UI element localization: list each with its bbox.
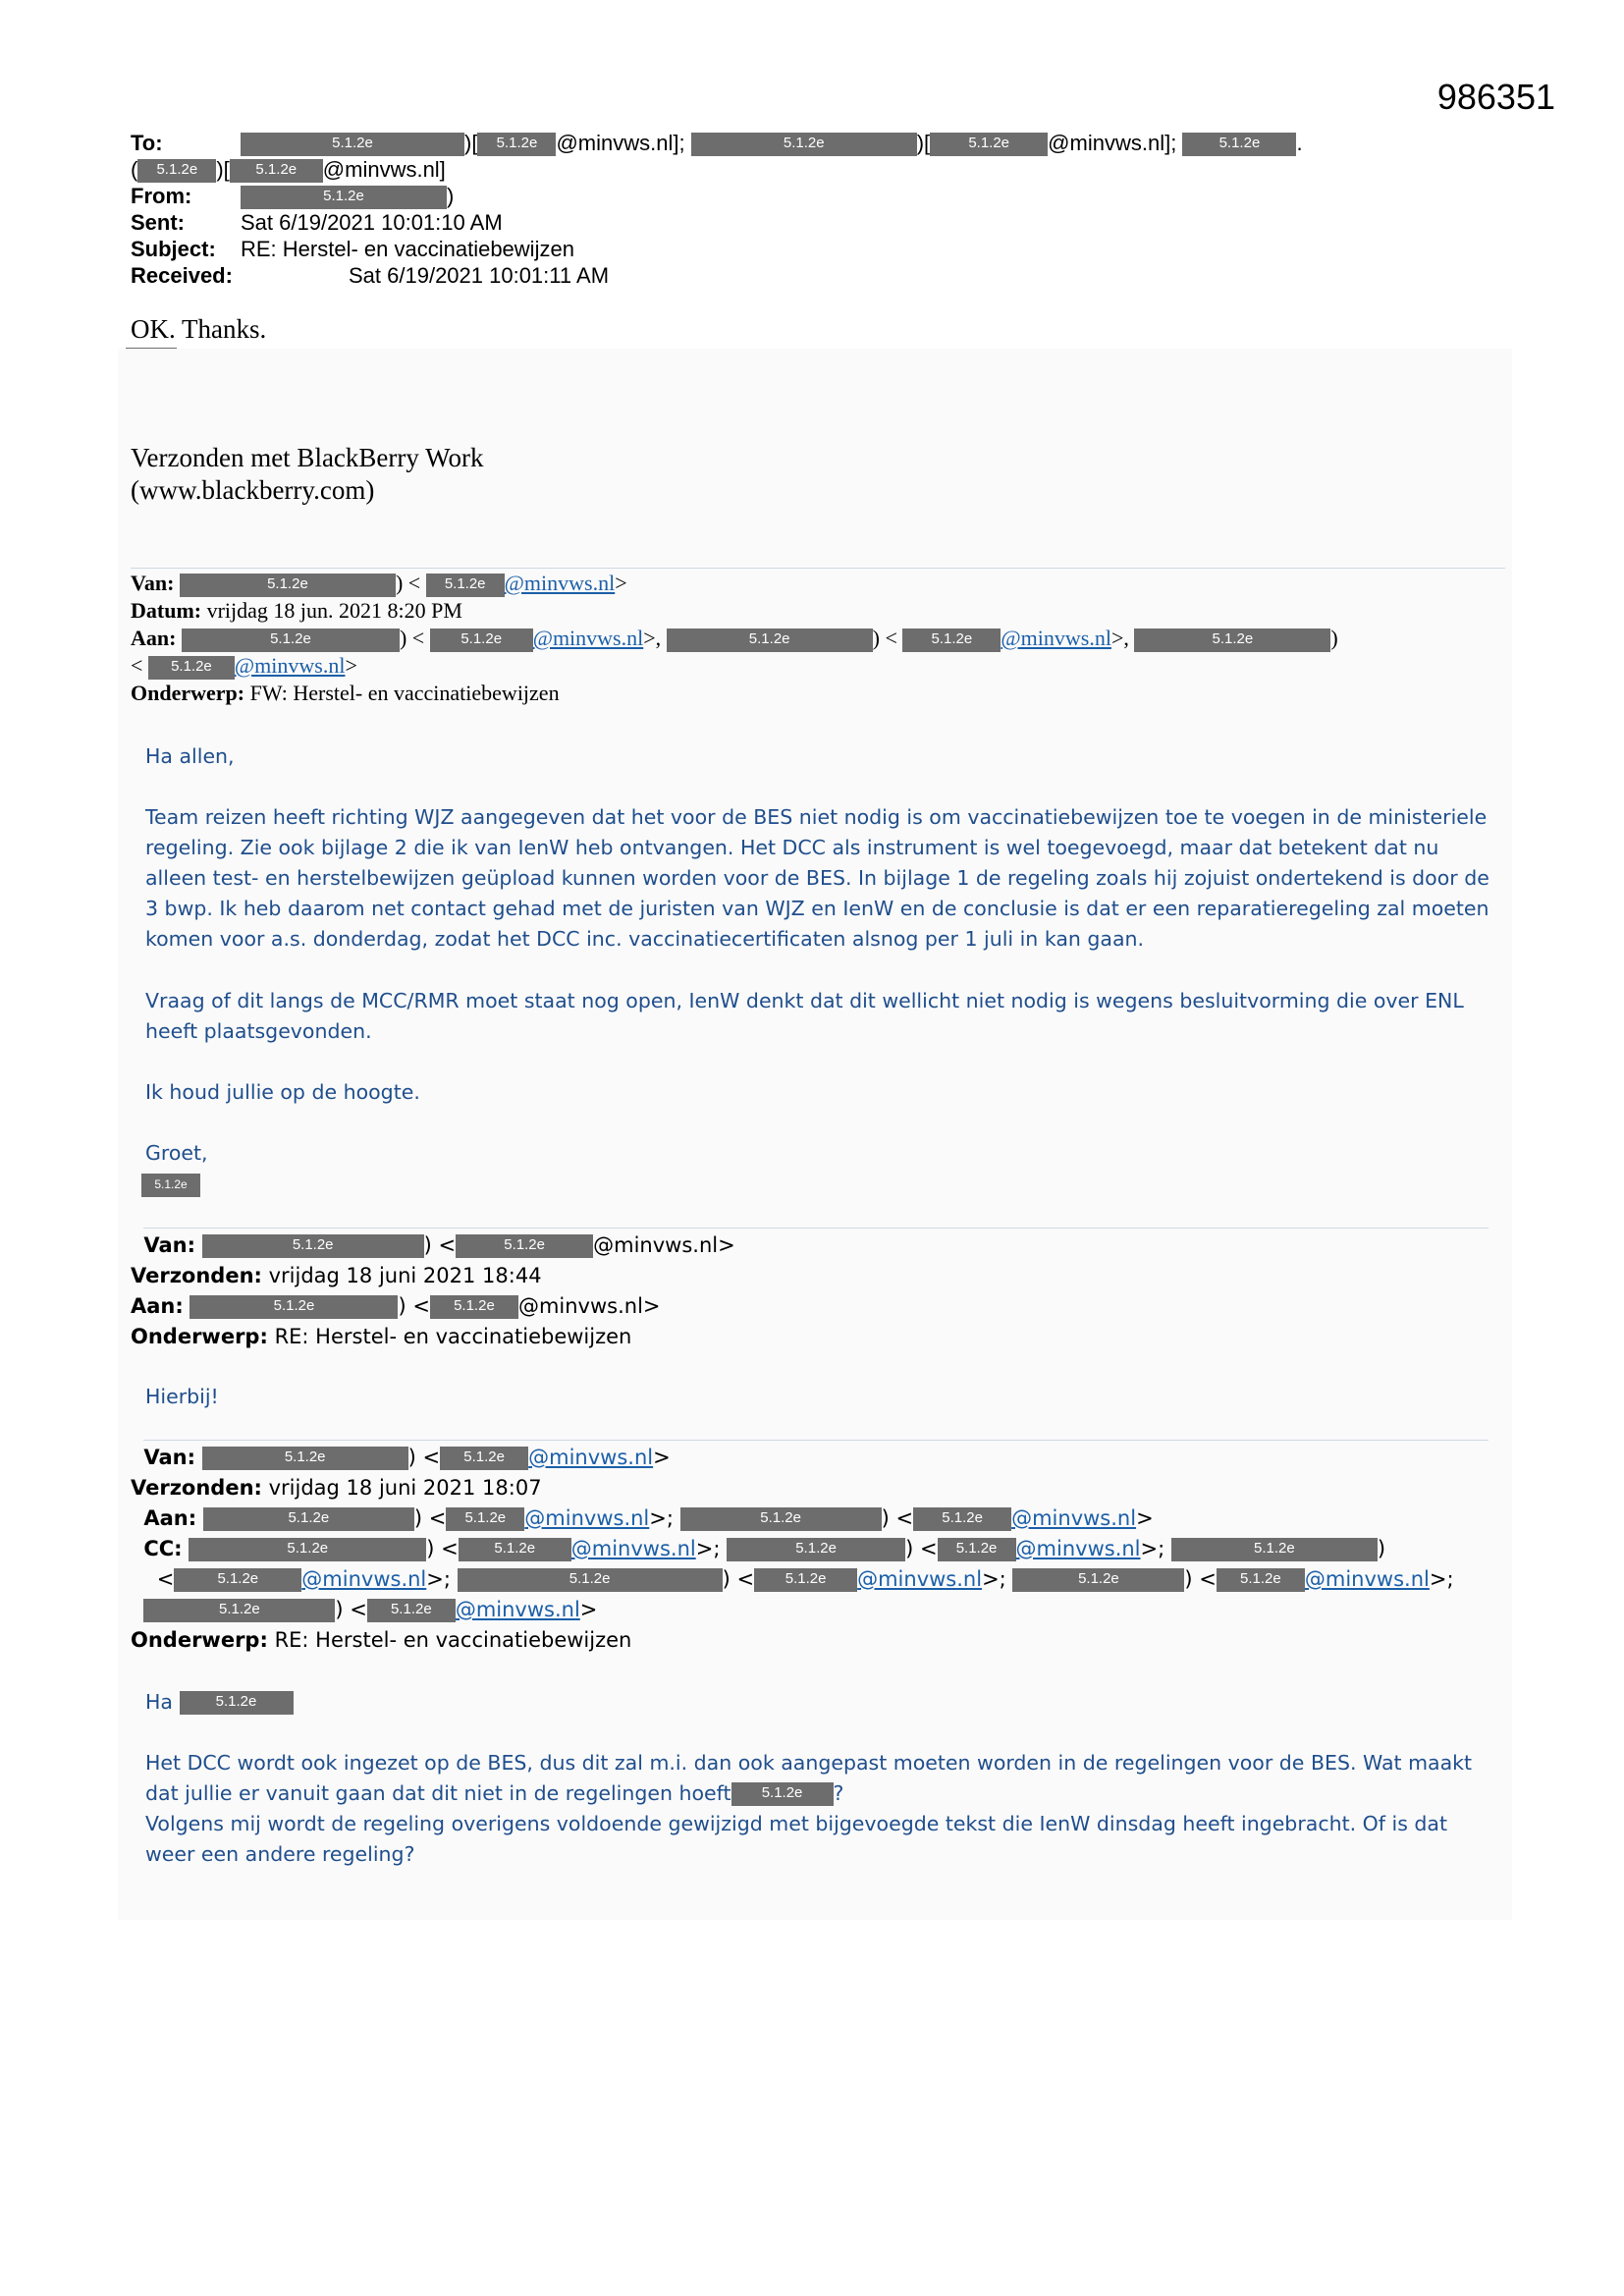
email-link[interactable]: @minvws.nl (1001, 626, 1111, 650)
msg3-verzonden: Verzonden: vrijdag 18 juni 2021 18:07 (131, 1476, 542, 1500)
msg1-header (131, 570, 1338, 707)
redaction: 5.1.2e (430, 629, 533, 652)
received-value: Sat 6/19/2021 10:01:11 AM (349, 263, 610, 288)
msg2-verzonden: Verzonden: vrijdag 18 juni 2021 18:44 (131, 1264, 542, 1287)
redaction: 5.1.2e (930, 133, 1048, 156)
redaction: 5.1.2e (456, 1234, 593, 1258)
msg1-greeting: Ha allen, (145, 744, 235, 768)
email-link[interactable]: @minvws.nl (532, 626, 644, 650)
received-label: Received: (131, 263, 233, 288)
msg2-header (131, 1230, 735, 1352)
separator (143, 1228, 1489, 1229)
to-row: To: 5.1.2e )[ 5.1.2e @minvws.nl]; 5.1.2e )[ 5.1.2e @minvws.nl]; 5.1.2e . (131, 131, 1303, 155)
redaction: 5.1.2e (446, 1507, 524, 1531)
redaction: 5.1.2e (189, 1295, 398, 1319)
to-row-2: ( 5.1.2e )[ 5.1.2e @minvws.nl] (131, 157, 446, 182)
redaction: 5.1.2e (137, 159, 216, 183)
msg1-paragraph-2: Vraag of dit langs de MCC/RMR moet staat nog open, IenW denkt dat dit wellicht niet nodig is wegens besluitvorming die over ENL heeft plaatsgevonden. (145, 989, 1464, 1043)
email-link[interactable]: @minvws.nl (301, 1567, 427, 1591)
redaction: 5.1.2e (426, 574, 505, 597)
msg3-header (131, 1443, 1454, 1656)
msg3-aan: Aan: 5.1.2e ) < 5.1.2e @minvws.nl>; 5.1.2e ) < 5.1.2e @minvws.nl> (143, 1506, 1154, 1530)
redaction: 5.1.2e (180, 1691, 294, 1715)
separator (131, 568, 1505, 569)
redaction: 5.1.2e (680, 1507, 882, 1531)
email-link[interactable]: @minvws.nl (528, 1446, 654, 1469)
msg2-body: Hierbij! (145, 1385, 219, 1408)
redaction: 5.1.2e (189, 1538, 426, 1561)
redaction: 5.1.2e (902, 629, 1001, 652)
subject-row (131, 236, 1303, 262)
redaction: 5.1.2e (938, 1538, 1016, 1561)
redaction: 5.1.2e (754, 1568, 857, 1592)
redaction: 5.1.2e (458, 1568, 723, 1592)
sent-row (131, 209, 1303, 236)
email-header (131, 130, 1303, 289)
redaction: 5.1.2e (141, 1174, 200, 1197)
from-row: From: 5.1.2e ) (131, 184, 455, 208)
redaction: 5.1.2e (148, 656, 235, 680)
redaction: 5.1.2e (143, 1599, 335, 1622)
msg1-datum: Datum: vrijdag 18 jun. 2021 8:20 PM (131, 598, 462, 623)
signature-line-2: (www.blackberry.com) (131, 475, 375, 505)
redaction: 5.1.2e (1182, 133, 1296, 156)
redaction: 5.1.2e (180, 574, 396, 597)
redaction: 5.1.2e (174, 1568, 301, 1592)
redaction: 5.1.2e (367, 1599, 456, 1622)
signature (131, 442, 483, 507)
to-domain: @minvws.nl] (322, 157, 446, 182)
msg2-van: Van: 5.1.2e ) < 5.1.2e @minvws.nl> (143, 1233, 735, 1257)
sent-value: Sat 6/19/2021 10:01:10 AM (241, 210, 503, 235)
msg1-paragraph-1: Team reizen heeft richting WJZ aangegeven dat het voor de BES niet nodig is om vaccinatiebewijzen toe te voegen in de ministeriele regeling. Zie ook bijlage 2 die ik van IenW heb ontvangen. Het DCC als instrument is wel toegevoegd, maar dat betekent dat nu alleen test- en herstelbewijzen geüpload kunnen worden voor de BES. In bijlage 1 de regeling zoals hij zojuist ondertekend is door de 3 bwp. Ik heb daarom net contact gehad met de juristen van WJZ en IenW en de conclusie is dat er een reparatieregeling zal moeten komen voor a.s. donderdag, zodat het DCC inc. vaccinatiecertificaten alsnog per 1 juli in kan gaan. (145, 805, 1489, 951)
redaction: 5.1.2e (202, 1447, 408, 1470)
redaction: 5.1.2e (202, 1234, 424, 1258)
email-link[interactable]: @minvws.nl (524, 1506, 650, 1530)
redaction: 5.1.2e (430, 1295, 518, 1319)
to-domain: @minvws.nl]; (1048, 131, 1177, 155)
redaction: 5.1.2e (1134, 629, 1330, 652)
msg1-closing: Groet, (145, 1141, 208, 1165)
email-link[interactable]: @minvws.nl (857, 1567, 983, 1591)
redaction: 5.1.2e (1171, 1538, 1378, 1561)
redaction: 5.1.2e (731, 1782, 834, 1806)
email-link[interactable]: @minvws.nl (570, 1537, 696, 1560)
redaction: 5.1.2e (691, 133, 917, 156)
msg1-paragraph-3: Ik houd jullie op de hoogte. (145, 1080, 420, 1104)
redaction: 5.1.2e (182, 629, 400, 652)
msg3-cc-cont-1: < 5.1.2e @minvws.nl>; 5.1.2e ) < 5.1.2e @minvws.nl>; 5.1.2e ) < 5.1.2e @minvws.nl>; (131, 1567, 1454, 1591)
msg3-van: Van: 5.1.2e ) < 5.1.2e @minvws.nl> (143, 1446, 671, 1469)
redaction: 5.1.2e (1012, 1568, 1184, 1592)
to-domain: @minvws.nl]; (556, 131, 685, 155)
redaction: 5.1.2e (203, 1507, 414, 1531)
reply-text: OK. Thanks. (131, 314, 267, 344)
msg1-aan-cont: < 5.1.2e @minvws.nl> (131, 653, 357, 678)
msg2-onderwerp: Onderwerp: RE: Herstel- en vaccinatiebewijzen (131, 1325, 632, 1348)
received-row (131, 262, 1303, 289)
email-link[interactable]: @minvws.nl (234, 653, 346, 678)
msg3-cc: CC: 5.1.2e ) < 5.1.2e @minvws.nl>; 5.1.2e ) < 5.1.2e @minvws.nl>; 5.1.2e ) (143, 1537, 1386, 1560)
msg3-paragraph-2: Volgens mij wordt de regeling overigens voldoende gewijzigd met bijgevoegde tekst die IenW dinsdag heeft ingebracht. Of is dat weer een andere regeling? (145, 1812, 1448, 1866)
msg3-paragraph-1: Het DCC wordt ook ingezet op de BES, dus dit zal m.i. dan ook aangepast moeten worden in de regelingen voor de BES. Wat maakt dat jullie er vanuit gaan dat dit niet in de regelingen hoeft 5.1.2e ? (145, 1751, 1473, 1805)
msg3-cc-cont-2: 5.1.2e ) < 5.1.2e @minvws.nl> (131, 1595, 1454, 1625)
redaction: 5.1.2e (230, 159, 323, 183)
email-link[interactable]: @minvws.nl (1015, 1537, 1141, 1560)
redaction: 5.1.2e (727, 1538, 905, 1561)
msg3-greeting: Ha 5.1.2e (145, 1687, 1500, 1718)
email-link[interactable]: @minvws.nl (504, 571, 616, 595)
redaction: 5.1.2e (1217, 1568, 1305, 1592)
redaction: 5.1.2e (913, 1507, 1011, 1531)
redaction: 5.1.2e (477, 133, 556, 156)
to-label: To: (131, 131, 163, 155)
msg3-onderwerp: Onderwerp: RE: Herstel- en vaccinatiebewijzen (131, 1628, 632, 1652)
signature-line-1: Verzonden met BlackBerry Work (131, 443, 484, 472)
subject-label: Subject: (131, 237, 216, 261)
redaction: 5.1.2e (241, 186, 447, 209)
document-number: 986351 (1436, 77, 1555, 117)
sent-label: Sent: (131, 210, 185, 235)
email-link[interactable]: @minvws.nl (1304, 1567, 1430, 1591)
subject-value: RE: Herstel- en vaccinatiebewijzen (241, 237, 574, 261)
email-link[interactable]: @minvws.nl (455, 1598, 580, 1621)
redaction: 5.1.2e (667, 629, 873, 652)
from-label: From: (131, 184, 192, 208)
email-link[interactable]: @minvws.nl (1011, 1506, 1137, 1530)
redaction: 5.1.2e (440, 1447, 528, 1470)
redaction: 5.1.2e (459, 1538, 571, 1561)
msg2-aan: Aan: 5.1.2e ) < 5.1.2e @minvws.nl> (131, 1294, 661, 1318)
msg1-van: Van: 5.1.2e ) < 5.1.2e @minvws.nl> (131, 571, 627, 595)
redaction: 5.1.2e (241, 133, 464, 156)
separator (143, 1440, 1489, 1441)
msg1-onderwerp: Onderwerp: FW: Herstel- en vaccinatiebewijzen (131, 681, 560, 705)
msg1-aan: Aan: 5.1.2e ) < 5.1.2e @minvws.nl>, 5.1.2e ) < 5.1.2e @minvws.nl>, 5.1.2e ) (131, 626, 1338, 650)
